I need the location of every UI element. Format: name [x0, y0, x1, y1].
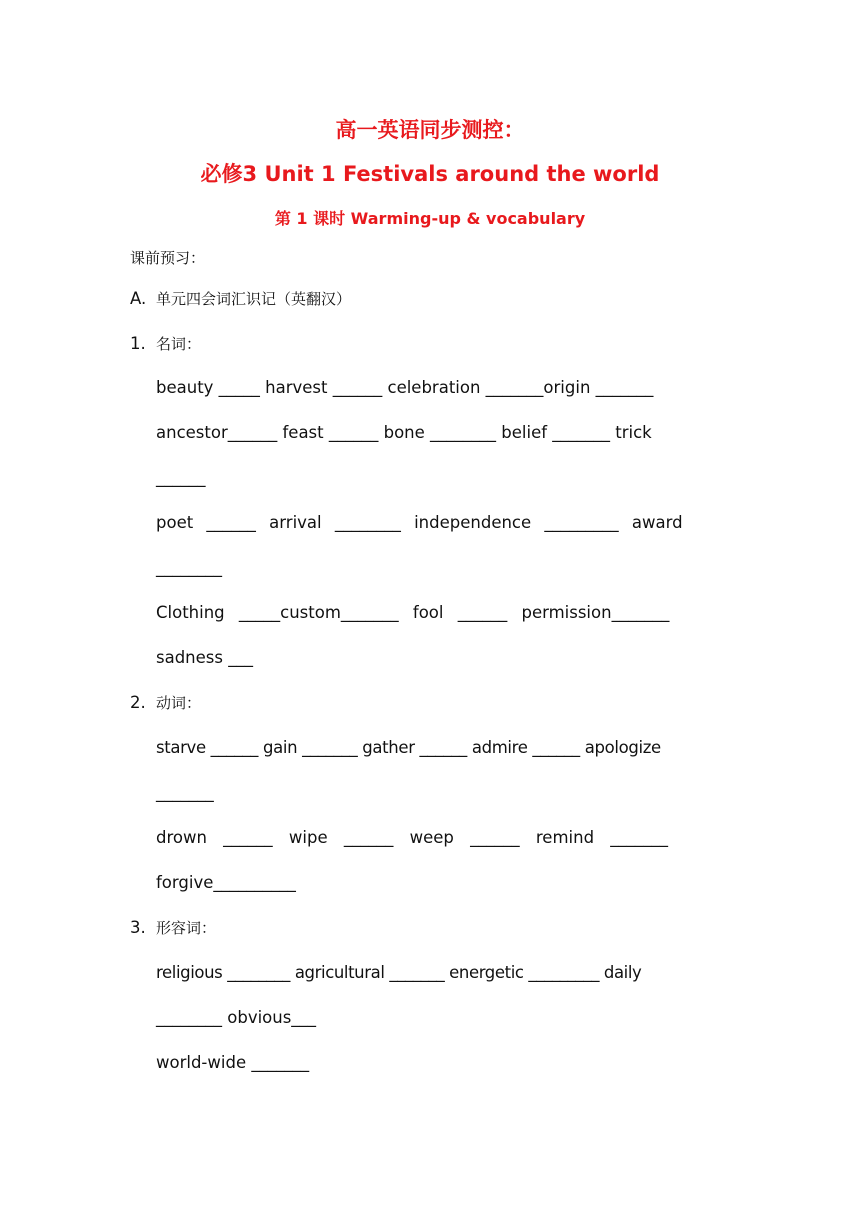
vocab-line: drown ______ wipe ______ weep ______ remind _______ — [156, 828, 669, 847]
group-number: 3. — [130, 918, 146, 937]
vocab-line: world-wide _______ — [156, 1053, 310, 1072]
group-number: 1. — [130, 334, 146, 353]
group-label-nouns: 名词： — [156, 335, 202, 353]
preview-label: 课前预习： — [130, 249, 206, 267]
section-a-title: 单元四会词汇识记（英翻汉） — [156, 290, 352, 308]
vocab-line: ________ obvious___ — [156, 1008, 317, 1027]
vocab-line: ______ — [156, 468, 206, 487]
vocab-line: ________ — [156, 558, 222, 577]
vocab-line: starve ______ gain _______ gather ______ admire ______ apologize — [156, 738, 661, 757]
group-number: 2. — [130, 693, 146, 712]
group-label-verbs: 动词： — [156, 694, 202, 712]
vocab-line: _______ — [156, 783, 214, 802]
vocab-line: sadness ___ — [156, 648, 253, 667]
vocab-line: Clothing _____custom_______ fool ______ permission_______ — [156, 603, 670, 622]
page-title: 高一英语同步测控： — [335, 118, 525, 142]
vocab-line: ancestor______ feast ______ bone ________ belief _______ trick — [156, 423, 652, 442]
group-label-adjectives: 形容词： — [156, 919, 217, 937]
section-a-letter: A. — [130, 289, 147, 308]
vocab-line: poet ______ arrival ________ independence _________ award — [156, 513, 683, 532]
lesson-heading: 第 1 课时 Warming-up & vocabulary — [274, 209, 586, 228]
vocab-line: forgive__________ — [156, 873, 296, 892]
vocab-line: beauty _____ harvest ______ celebration _______origin _______ — [156, 378, 654, 397]
vocab-line: religious ________ agricultural _______ energetic _________ daily — [156, 963, 642, 982]
unit-subtitle: 必修3 Unit 1 Festivals around the world — [200, 162, 660, 186]
